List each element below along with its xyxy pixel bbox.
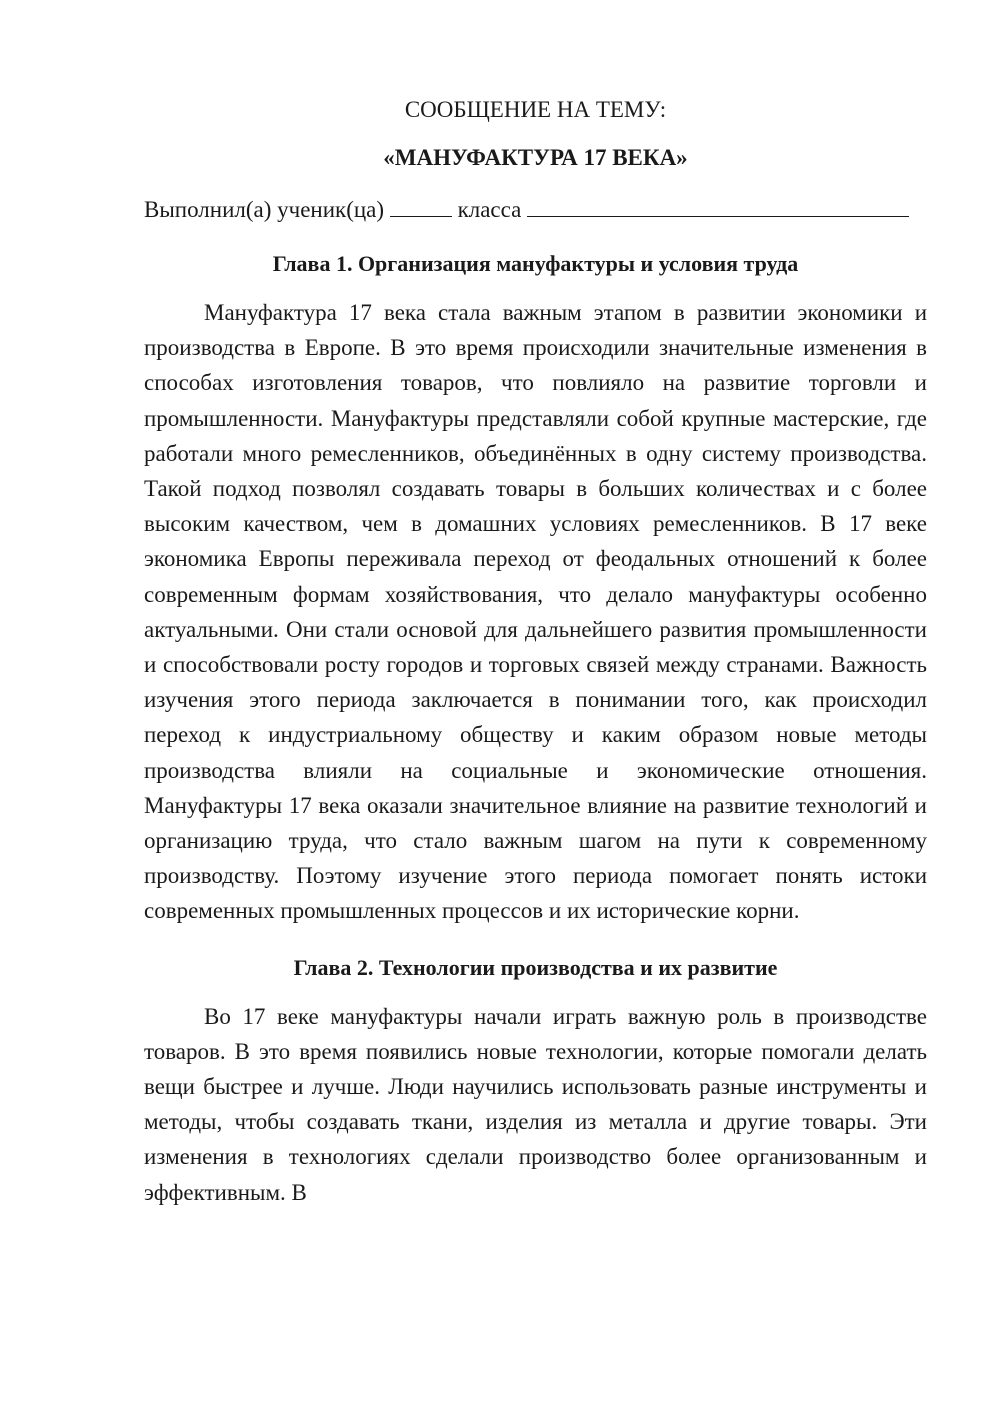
chapter-1-paragraph: Мануфактура 17 века стала важным этапом в развитии экономики и производства в Европе. В это время происходили значительные изменения в способах изготовления товаров, что повлияло на развитие торговли и промышленности. Мануфактуры представляли собой крупные мастерские, где работали много ремесленников, объединённых в одну систему производства. Такой подход позволял создавать товары в больших количествах и с более высоким качеством, чем в домашних условиях ремесленников. В 17 веке экономика Европы переживала переход от феодальных отношений к более современным формам хозяйствования, что делало мануфактуры особенно актуальными. Они стали основой для дальнейшего развития промышленности и способствовали росту городов и торговых связей между странами. Важность изучения этого периода заключается в понимании того, как происходил переход к индустриальному обществу и каким образом новые методы производства влияли на социальные и экономические отношения. Мануфактуры 17 века оказали значительное влияние на развитие технологий и организацию труда, что стало важным шагом на пути к современному производству. Поэтому изучение этого периода помогает понять истоки современных промышленных процессов и их исторические корни. xyxy=(144,300,927,924)
document-title: СООБЩЕНИЕ НА ТЕМУ: xyxy=(404,97,667,122)
chapter-1-heading: Глава 1. Организация мануфактуры и условия труда xyxy=(272,251,799,276)
document-subtitle: «МАНУФАКТУРА 17 ВЕКА» xyxy=(383,145,688,170)
document-page xyxy=(144,95,927,1210)
name-blank xyxy=(527,196,909,217)
class-label: класса xyxy=(457,197,522,222)
author-line xyxy=(144,195,927,225)
author-prefix-label: Выполнил(а) ученик(ца) xyxy=(144,197,385,222)
chapter-2-paragraph: Во 17 веке мануфактуры начали играть важную роль в производстве товаров. В это время появились новые технологии, которые помогали делать вещи быстрее и лучше. Люди научились использовать разные инструменты и методы, чтобы создавать ткани, изделия из металла и другие товары. Эти изменения в технологиях сделали производство более организованным и эффективным. В xyxy=(144,1003,927,1205)
chapter-2-heading: Глава 2. Технологии производства и их развитие xyxy=(293,954,778,980)
grade-blank xyxy=(390,196,452,217)
